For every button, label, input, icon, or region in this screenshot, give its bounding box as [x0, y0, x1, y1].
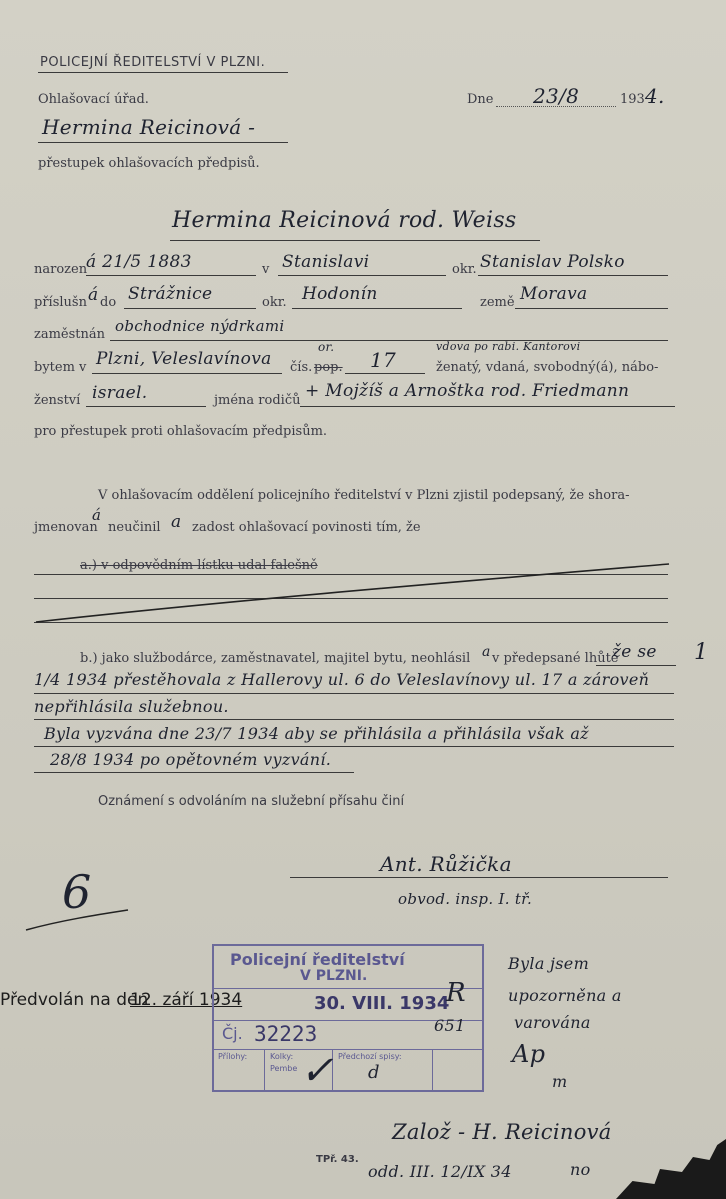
okr-line	[478, 275, 668, 276]
cis-hand: 17	[370, 348, 397, 372]
in-label: v	[262, 262, 270, 277]
stamp-col2-label: Kolky:	[270, 1052, 294, 1061]
okr2-label: okr.	[262, 295, 287, 310]
item-b: b.) jako službodárce, zaměstnavatel, majitel bytu, neohlásil	[80, 651, 471, 666]
okr2-line	[292, 308, 462, 309]
item-b-tail: v předepsané lhůtě	[492, 651, 619, 666]
do-label: do	[100, 295, 117, 310]
okr-label: okr.	[452, 262, 477, 277]
signature: Ant. Růžička	[380, 852, 512, 876]
signature-title: obvod. insp. I. tř.	[398, 890, 533, 908]
stamp-r-num: 651	[434, 1016, 466, 1035]
stamp-col1-label: Přílohy:	[218, 1052, 248, 1061]
stamp-col2b-label: Pembe	[270, 1064, 298, 1073]
item-b-hand2: 1/4 1934 přestěhovala z Hallerovy ul. 6 do Veleslavínovy ul. 17 a zároveň	[34, 670, 650, 689]
subject-name: Hermina Reicinová -	[42, 115, 256, 139]
date-prefix: Dne	[467, 92, 494, 107]
born-line	[86, 275, 256, 276]
zeme-hand: Morava	[520, 284, 588, 304]
signature-line	[290, 877, 668, 878]
employed-line	[110, 340, 668, 341]
cis-label: čís.	[290, 360, 313, 375]
stamp-divider3	[214, 1049, 482, 1050]
stamp-r: R	[446, 978, 466, 1008]
stamp-line2: V PLZNI.	[300, 968, 368, 984]
para1-line2c: zadost ohlašovací povinosti tím, že	[192, 520, 421, 535]
cis-printed: pop.	[314, 360, 343, 375]
item-b-line3	[34, 746, 674, 747]
item-b-line2	[34, 719, 674, 720]
bytem-hand: Plzni, Veleslavínova	[96, 349, 272, 369]
para1-line2-a-hand: á	[92, 506, 102, 524]
date-hand: 23/8	[533, 84, 580, 108]
do-hand: Strážnice	[128, 284, 213, 304]
stamp-check: ✓	[300, 1048, 334, 1094]
fullname-hand: Hermina Reicinová rod. Weiss	[172, 208, 517, 233]
employed-label: zaměstnán	[34, 327, 106, 342]
stamp-divider1	[214, 988, 482, 989]
year-hand: 4.	[645, 84, 665, 108]
stamp-col3	[432, 1049, 433, 1090]
zeme-line	[515, 308, 668, 309]
subject-underline	[38, 142, 288, 143]
bytem-label: bytem v	[34, 360, 87, 375]
margin-mark: 1	[694, 640, 709, 665]
in-line	[278, 275, 446, 276]
right-note-3: varována	[514, 1013, 591, 1032]
nab-line	[86, 406, 206, 407]
zeme-label: země	[480, 295, 515, 310]
item-b-hand5: 28/8 1934 po opětovném vyzvání.	[50, 750, 332, 769]
stamp-d: d	[368, 1062, 380, 1083]
stamp-cj-label: Čj.	[222, 1024, 243, 1043]
bytem-line	[92, 373, 282, 374]
offence-line: pro přestupek proti ohlašovacím předpisům.	[34, 424, 328, 439]
office-underline	[38, 72, 288, 73]
stamp-date: 30. VIII. 1934	[314, 993, 450, 1014]
parents-hand: + Mojžíš a Arnoštka rod. Friedmann	[305, 381, 630, 401]
item-b-hand3: nepřihlásila služebnou.	[34, 697, 229, 716]
prisl-suffix: á	[88, 285, 99, 305]
born-label: narozen	[34, 262, 88, 277]
employed-hand: obchodnice nýdrkami	[115, 317, 285, 335]
para1-line1: V ohlašovacím oddělení policejního ředitelství v Plzni zjistil podepsaný, že shora-	[98, 488, 630, 503]
item-b-hand4: Byla vyzvána dne 23/7 1934 aby se přihlásila a přihlásila však až	[44, 724, 589, 743]
footer-end: no	[570, 1160, 591, 1179]
item-b-hand1: že se	[612, 642, 657, 662]
para1-line2a: jmenovan	[34, 520, 98, 535]
item-b-line1	[34, 693, 674, 694]
marital-printed: ženatý, vdaná, svobodný(á), nábo-	[436, 360, 659, 375]
right-note-2: upozorněna a	[508, 986, 622, 1005]
cis-or: or.	[318, 340, 335, 354]
stamp-col3-label: Předchozí spisy:	[338, 1052, 402, 1061]
stamp-cj-number: 32223	[254, 1022, 318, 1046]
fullname-underline	[170, 240, 540, 241]
offence-label: přestupek ohlašovacích předpisů.	[38, 156, 260, 171]
nab-hand: israel.	[92, 383, 148, 403]
cis-line	[345, 373, 425, 374]
okr-hand: Stanislav Polsko	[480, 252, 625, 272]
nab-label: ženství	[34, 393, 81, 408]
item-b-a: a	[482, 644, 491, 660]
big-number: 6	[62, 865, 92, 919]
stamp-line1: Policejní ředitelství	[230, 950, 405, 969]
prisl-label: příslušn	[34, 295, 87, 310]
item-b-line0	[596, 665, 676, 666]
parents-line	[300, 406, 675, 407]
okr2-hand: Hodonín	[302, 284, 378, 304]
footer-zaloz: Založ - H. Reicinová	[392, 1120, 612, 1144]
right-note-1: Byla jsem	[508, 954, 590, 973]
year-printed: 193	[620, 92, 645, 107]
strike-through-mark	[34, 560, 674, 630]
office-heading: POLICEJNÍ ŘEDITELSTVÍ V PLZNI.	[40, 55, 266, 70]
right-note-sign2: m	[552, 1072, 568, 1091]
item-b-line4	[34, 772, 354, 773]
born-hand: á 21/5 1883	[86, 252, 192, 272]
oath-line: Oznámení s odvoláním na služební přísahu činí	[98, 794, 405, 809]
item-a: a.) v odpovědním lístku udal falešně	[80, 558, 318, 573]
summons-label: Předvolán na den	[0, 990, 149, 1010]
marital-hand: vdova po rabi. Kantorovi	[436, 340, 581, 353]
stamp-col1	[264, 1049, 265, 1090]
right-note-sign: Ap	[512, 1040, 546, 1068]
summons-date: 12. září 1934	[130, 990, 243, 1010]
dept-label: Ohlašovací úřad.	[38, 92, 149, 107]
para1-line2-b-hand: a	[171, 512, 182, 532]
big-number-underline	[22, 900, 132, 940]
form-number: TPř. 43.	[316, 1154, 359, 1165]
in-hand: Stanislavi	[282, 252, 370, 272]
torn-corner	[616, 1139, 726, 1199]
parents-label: jména rodičů	[214, 393, 301, 408]
do-line	[124, 308, 256, 309]
footer-file: odd. III. 12/IX 34	[368, 1162, 512, 1181]
para1-line2b: neučinil	[108, 520, 161, 535]
